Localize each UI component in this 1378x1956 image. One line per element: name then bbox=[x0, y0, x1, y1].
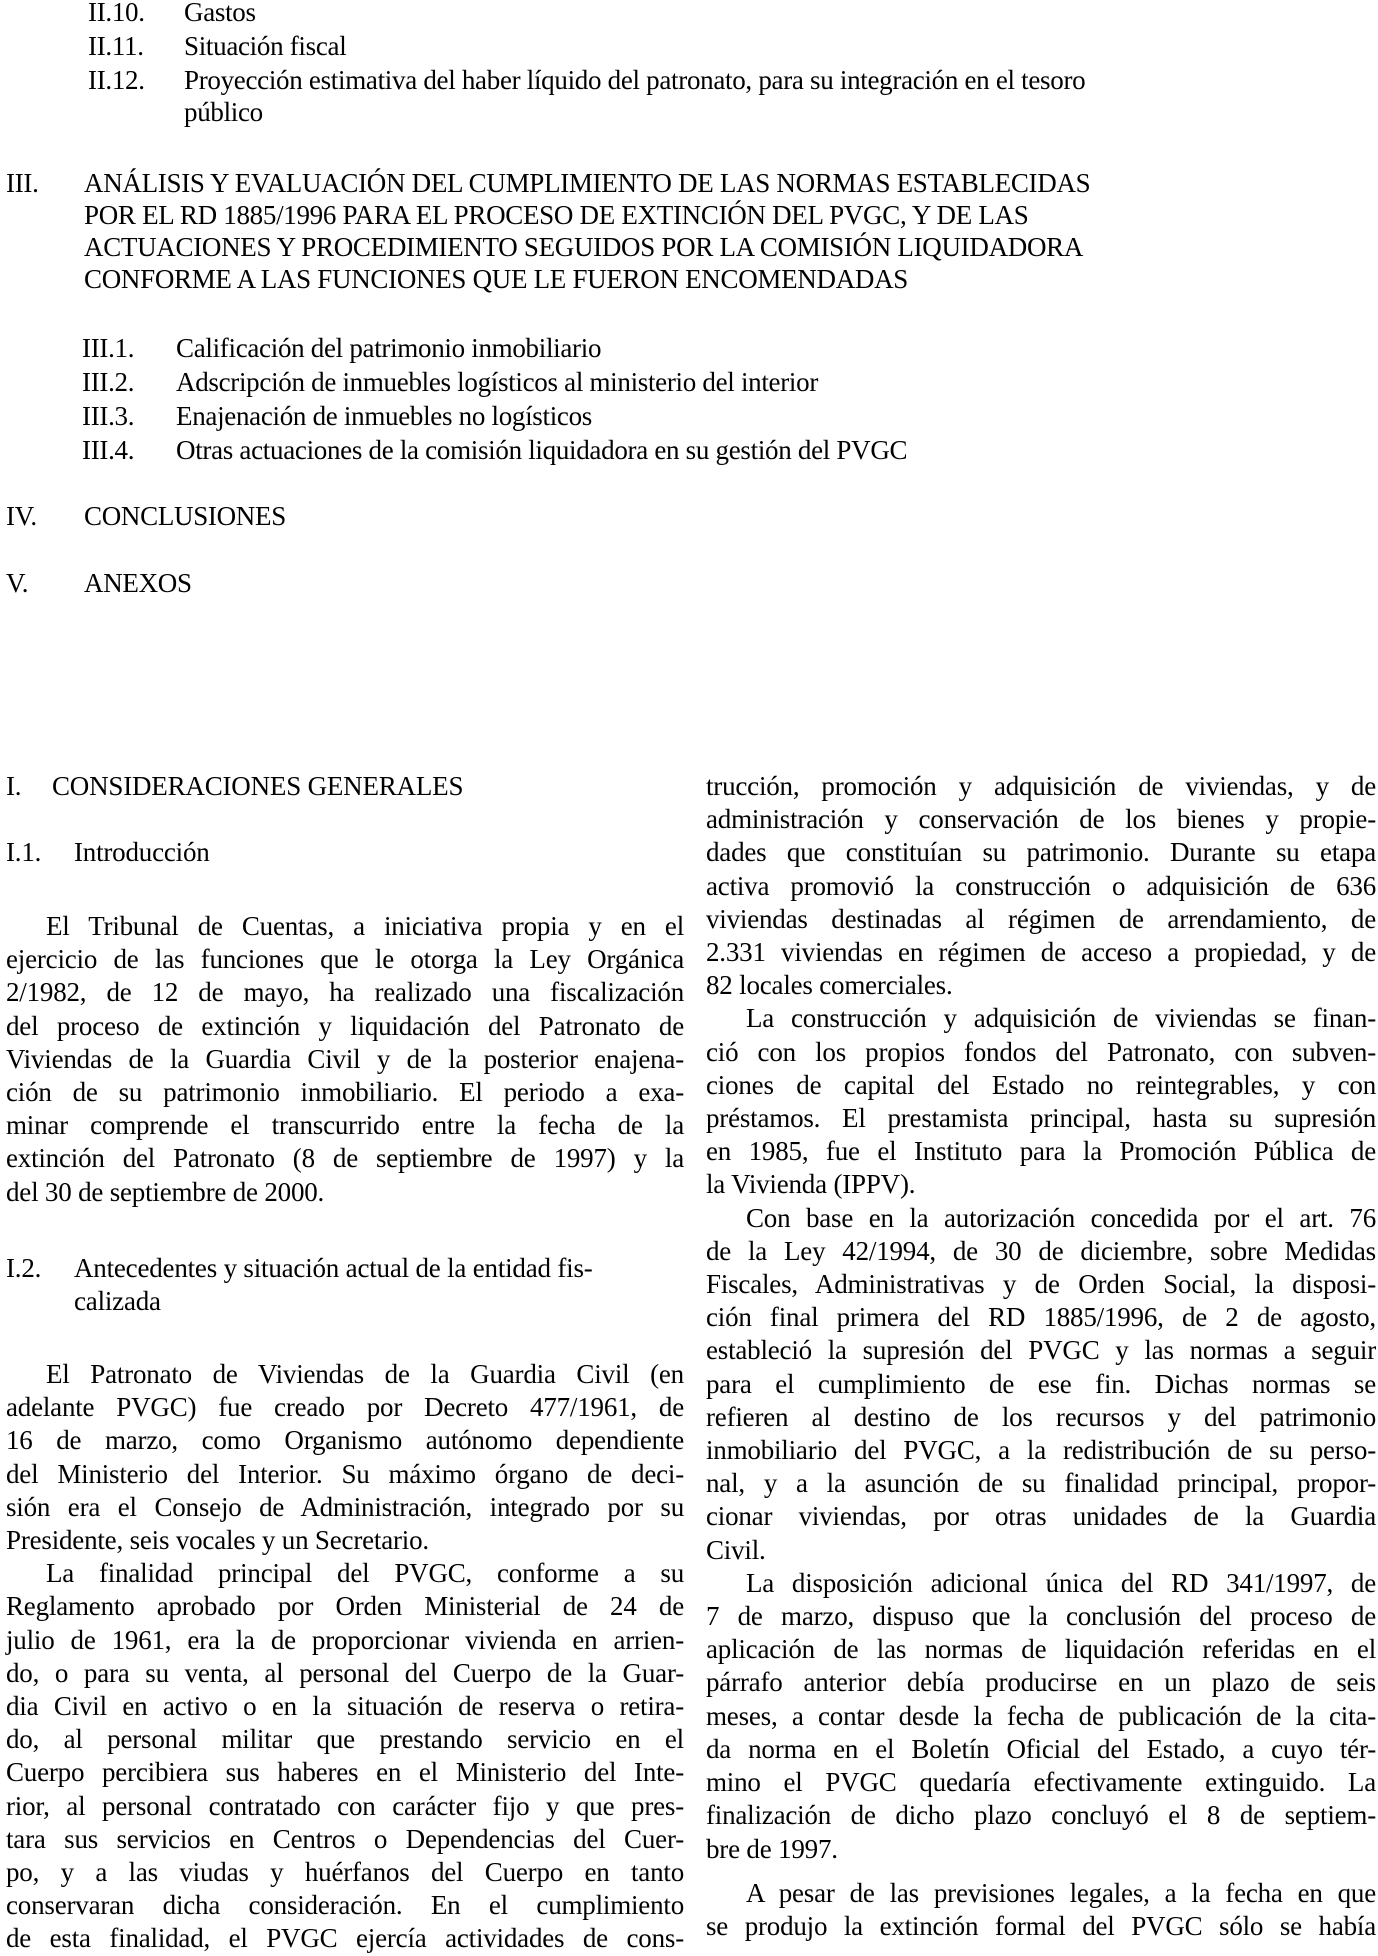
text-line: po, y a las viudas y huérfanos del Cuerpo en tanto bbox=[6, 1857, 684, 1888]
text-line: La finalidad principal del PVGC, conforme a su bbox=[46, 1558, 684, 1589]
text-line: Viviendas de la Guardia Civil y de la posterior enajena- bbox=[6, 1043, 684, 1074]
toc-number: II.12. bbox=[88, 65, 145, 95]
text-line: administración y conservación de los bienes y propie- bbox=[706, 804, 1376, 835]
text-line: viviendas destinadas al régimen de arrendamiento, de bbox=[706, 903, 1376, 934]
text-line: La disposición adicional única del RD 341/1997, de bbox=[746, 1567, 1376, 1598]
text-line: ción final primera del RD 1885/1996, de 2 de agosto, bbox=[706, 1302, 1376, 1333]
text-line: activa promovió la construcción o adquisición de 636 bbox=[706, 870, 1376, 901]
text-line: Civil. bbox=[706, 1534, 766, 1565]
text-line: Reglamento aprobado por Orden Ministerial de 24 de bbox=[6, 1591, 684, 1622]
text-line: finalización de dicho plazo concluyó el 8 de septiem- bbox=[706, 1800, 1376, 1831]
text-line: Con base en la autorización concedida por el art. 76 bbox=[746, 1202, 1376, 1233]
toc-text: Proyección estimativa del haber líquido del patronato, para su integración en el tesoro bbox=[184, 65, 1086, 95]
text-line: dades que constituían su patrimonio. Durante su etapa bbox=[706, 837, 1376, 868]
subsection-title: Introducción bbox=[74, 837, 210, 867]
text-line: mino el PVGC quedaría efectivamente extinguido. La bbox=[706, 1767, 1376, 1798]
toc-number: III. bbox=[6, 168, 39, 198]
text-line: ciones de capital del Estado no reintegrables, y con bbox=[706, 1069, 1376, 1100]
text-line: cionar viviendas, por otras unidades de la Guardia bbox=[706, 1501, 1376, 1532]
text-line: Presidente, seis vocales y un Secretario. bbox=[6, 1525, 429, 1556]
text-line: bre de 1997. bbox=[706, 1833, 838, 1864]
text-line: párrafo anterior debía producirse en un plazo de seis bbox=[706, 1667, 1376, 1698]
toc-text: CONCLUSIONES bbox=[84, 501, 286, 531]
text-line: Cuerpo percibiera sus haberes en el Ministerio del Inte- bbox=[6, 1757, 684, 1788]
toc-number: V. bbox=[6, 568, 29, 598]
text-line: ejercicio de las funciones que le otorga la Ley Orgánica bbox=[6, 944, 684, 975]
text-line: da norma en el Boletín Oficial del Estado, a cuyo tér- bbox=[706, 1733, 1376, 1764]
toc-number: III.1. bbox=[82, 333, 135, 363]
text-line: del Ministerio del Interior. Su máximo órgano de deci- bbox=[6, 1458, 684, 1489]
paragraph bbox=[706, 1877, 1376, 1943]
text-line: do, al personal militar que prestando servicio en el bbox=[6, 1724, 684, 1755]
text-line: ció con los propios fondos del Patronato, con subven- bbox=[706, 1036, 1376, 1067]
toc-heading-line: ACTUACIONES Y PROCEDIMIENTO SEGUIDOS POR LA COMISIÓN LIQUIDADORA bbox=[84, 232, 1084, 262]
toc-number: IV. bbox=[6, 501, 37, 531]
text-line: refieren al destino de los recursos y del patrimonio bbox=[706, 1401, 1376, 1432]
section-title: CONSIDERACIONES GENERALES bbox=[52, 771, 464, 801]
text-line: 16 de marzo, como Organismo autónomo dependiente bbox=[6, 1425, 684, 1456]
text-line: 82 locales comerciales. bbox=[706, 970, 953, 1001]
toc-number: II.11. bbox=[88, 31, 144, 61]
toc-number: II.10. bbox=[88, 0, 145, 27]
toc-number: III.2. bbox=[82, 367, 135, 397]
text-line: extinción del Patronato (8 de septiembre de 1997) y la bbox=[6, 1143, 684, 1174]
text-line: dia Civil en activo o en la situación de reserva o retira- bbox=[6, 1691, 684, 1722]
toc-text: ANEXOS bbox=[84, 568, 192, 598]
toc-number: III.3. bbox=[82, 401, 135, 431]
text-line: meses, a contar desde la fecha de publicación de la cita- bbox=[706, 1700, 1376, 1731]
text-line: ción de su patrimonio inmobiliario. El periodo a exa- bbox=[6, 1077, 684, 1108]
text-line: de esta finalidad, el PVGC ejercía actividades de cons- bbox=[6, 1923, 684, 1954]
paragraph bbox=[6, 910, 684, 1209]
text-line: sión era el Consejo de Administración, integrado por su bbox=[6, 1491, 684, 1522]
section-number: I. bbox=[6, 771, 22, 801]
text-line: inmobiliario del PVGC, a la redistribución de su perso- bbox=[706, 1435, 1376, 1466]
text-line: Fiscales, Administrativas y de Orden Social, la disposi- bbox=[706, 1269, 1376, 1300]
text-line: 2.331 viviendas en régimen de acceso a propiedad, y de bbox=[706, 937, 1376, 968]
text-line: minar comprende el transcurrido entre la fecha de la bbox=[6, 1110, 684, 1141]
subsection-title-cont: calizada bbox=[74, 1286, 161, 1316]
text-line: tara sus servicios en Centros o Dependencias del Cuer- bbox=[6, 1823, 684, 1854]
toc-heading-line: ANÁLISIS Y EVALUACIÓN DEL CUMPLIMIENTO DE LAS NORMAS ESTABLECIDAS bbox=[84, 168, 1091, 198]
text-line: préstamos. El prestamista principal, hasta su supresión bbox=[706, 1103, 1376, 1134]
subsection-title: Antecedentes y situación actual de la entidad fis- bbox=[74, 1253, 593, 1283]
subsection-number: I.2. bbox=[6, 1253, 42, 1283]
text-line: del 30 de septiembre de 2000. bbox=[6, 1176, 325, 1207]
text-line: nal, y a la asunción de su finalidad principal, propor- bbox=[706, 1468, 1376, 1499]
toc-heading-line: CONFORME A LAS FUNCIONES QUE LE FUERON ENCOMENDADAS bbox=[84, 264, 909, 294]
toc-text: Adscripción de inmuebles logísticos al ministerio del interior bbox=[176, 367, 819, 397]
section-heading bbox=[6, 770, 464, 803]
toc-text: Enajenación de inmuebles no logísticos bbox=[176, 401, 592, 431]
text-line: A pesar de las previsiones legales, a la fecha en que bbox=[746, 1878, 1376, 1908]
text-line: conservaran dicha consideración. En el cumplimiento bbox=[6, 1890, 684, 1921]
toc-number: III.4. bbox=[82, 435, 135, 465]
text-line: estableció la supresión del PVGC y las normas a seguir bbox=[706, 1335, 1376, 1366]
paragraph bbox=[6, 1358, 684, 1956]
subsection-heading bbox=[6, 836, 210, 869]
text-line: 2/1982, de 12 de mayo, ha realizado una fiscalización bbox=[6, 977, 684, 1008]
text-line: se produjo la extinción formal del PVGC sólo se había bbox=[706, 1911, 1376, 1942]
text-line: 7 de marzo, dispuso que la conclusión del proceso de bbox=[706, 1601, 1376, 1632]
text-line: adelante PVGC) fue creado por Decreto 477/1961, de bbox=[6, 1392, 684, 1423]
subsection-heading bbox=[6, 1252, 684, 1316]
text-line: en 1985, fue el Instituto para la Promoción Pública de bbox=[706, 1136, 1376, 1167]
toc-text: Calificación del patrimonio inmobiliario bbox=[176, 333, 602, 363]
text-line: de la Ley 42/1994, de 30 de diciembre, sobre Medidas bbox=[706, 1235, 1376, 1266]
text-line: La construcción y adquisición de viviendas se finan- bbox=[746, 1003, 1376, 1034]
text-line: para el cumplimiento de ese fin. Dichas normas se bbox=[706, 1368, 1376, 1399]
toc-text: Otras actuaciones de la comisión liquidadora en su gestión del PVGC bbox=[176, 435, 908, 465]
text-line: julio de 1961, era la de proporcionar vivienda en arrien- bbox=[6, 1624, 684, 1655]
text-line: El Patronato de Viviendas de la Guardia Civil (en bbox=[46, 1359, 684, 1389]
text-line: do, o para su venta, al personal del Cuerpo de la Guar- bbox=[6, 1657, 684, 1688]
paragraph bbox=[706, 770, 1376, 1866]
toc-text: Gastos bbox=[184, 0, 256, 27]
subsection-number: I.1. bbox=[6, 837, 42, 867]
text-line: la Vivienda (IPPV). bbox=[706, 1169, 916, 1200]
toc-text: público bbox=[184, 97, 263, 127]
text-line: aplicación de las normas de liquidación referidas en el bbox=[706, 1634, 1376, 1665]
text-line: trucción, promoción y adquisición de viviendas, y de bbox=[706, 771, 1376, 801]
toc-text: Situación fiscal bbox=[184, 31, 347, 61]
text-line: rior, al personal contratado con carácter fijo y que pres- bbox=[6, 1790, 684, 1821]
toc-heading-line: POR EL RD 1885/1996 PARA EL PROCESO DE EXTINCIÓN DEL PVGC, Y DE LAS bbox=[84, 200, 1029, 230]
text-line: El Tribunal de Cuentas, a iniciativa propia y en el bbox=[46, 911, 684, 941]
text-line: del proceso de extinción y liquidación del Patronato de bbox=[6, 1010, 684, 1041]
